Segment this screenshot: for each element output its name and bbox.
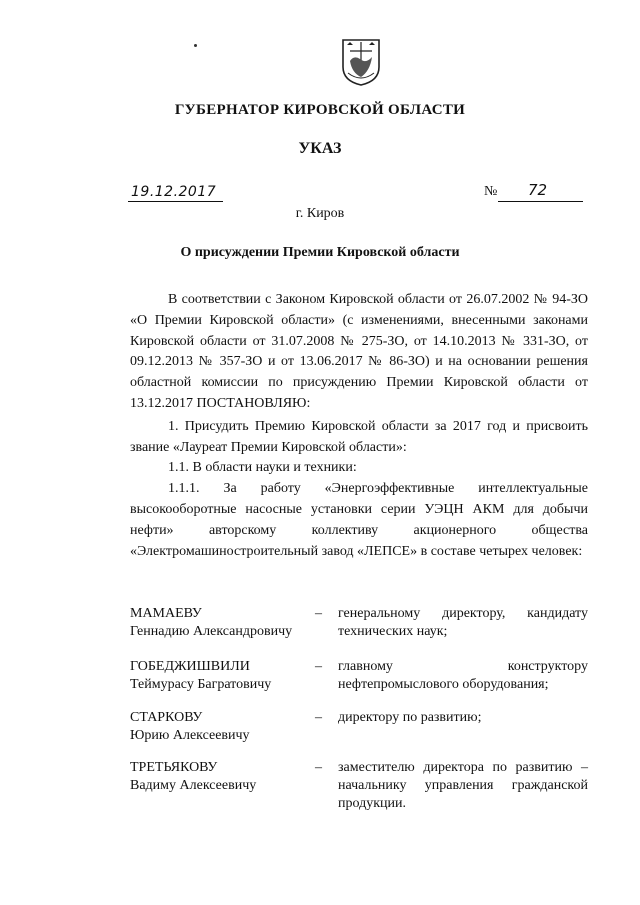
clause-1-1-1: 1.1.1. За работу «Энергоэффективные интеллектуальные высокооборотные насосные установки серии УЭЦН АКМ для добычи нефти» авторскому коллективу акционерного общества «Электромашиностроительный завод «ЛЕПСЕ» в составе четырех человек: [130,481,588,559]
person-given-names: Вадиму Алексеевичу [130,778,257,793]
person-dash: – [315,606,322,621]
number-underline [498,201,583,202]
number-label: № [484,184,498,199]
scan-speck [194,44,197,47]
document-number: 72 [528,181,548,199]
person-given-names: Геннадию Александровичу [130,624,293,639]
person-name [130,709,310,745]
person-name [130,658,310,694]
person-surname: МАМАЕВУ [130,606,202,621]
person-surname: ГОБЕДЖИШВИЛИ [130,659,250,674]
city: г. Киров [295,206,345,221]
document-type: УКАЗ [298,140,342,157]
document-subject: О присуждении Премии Кировской области [180,245,460,260]
person-surname: ТРЕТЬЯКОВУ [130,760,218,775]
document-body [130,290,588,562]
person-given-names: Теймурасу Багратовичу [130,677,272,692]
clause-1: 1. Присудить Премию Кировской области за 2017 год и присвоить звание «Лауреат Премии Кировской области»: [130,418,588,455]
coat-of-arms-icon [340,37,382,87]
person-name [130,759,310,795]
date-underline [128,201,223,202]
person-name [130,605,310,641]
person-role: заместителю директора по развитию – начальнику управления гражданской продукции. [338,760,588,811]
person-role: директору по развитию; [338,710,482,725]
preamble-paragraph: В соответствии с Законом Кировской области от 26.07.2002 № 94-ЗО «О Премии Кировской области» (с изменениями, внесенными законами Кировской области от 31.07.2008 № 275-ЗО, от 14.10.2013 № 331-ЗО, от 09.12.2013 № 357-ЗО и от 13.06.2017 № 86-ЗО) и на основании решения областной комиссии по присуждению Премии Кировской области от 13.12.2017 ПОСТАНОВЛЯЮ: [130,292,588,411]
person-given-names: Юрию Алексеевичу [130,728,250,743]
issuer-title: ГУБЕРНАТОР КИРОВСКОЙ ОБЛАСТИ [174,102,466,118]
person-dash: – [315,760,322,775]
person-role: генеральному директору, кандидату технических наук; [338,606,588,639]
person-dash: – [315,659,322,674]
document-date: 19.12.2017 [131,184,217,200]
person-dash: – [315,710,322,725]
person-surname: СТАРКОВУ [130,710,203,725]
clause-1-1: 1.1. В области науки и техники: [168,460,357,476]
person-role: главному конструктору нефтепромыслового оборудования; [338,659,588,692]
